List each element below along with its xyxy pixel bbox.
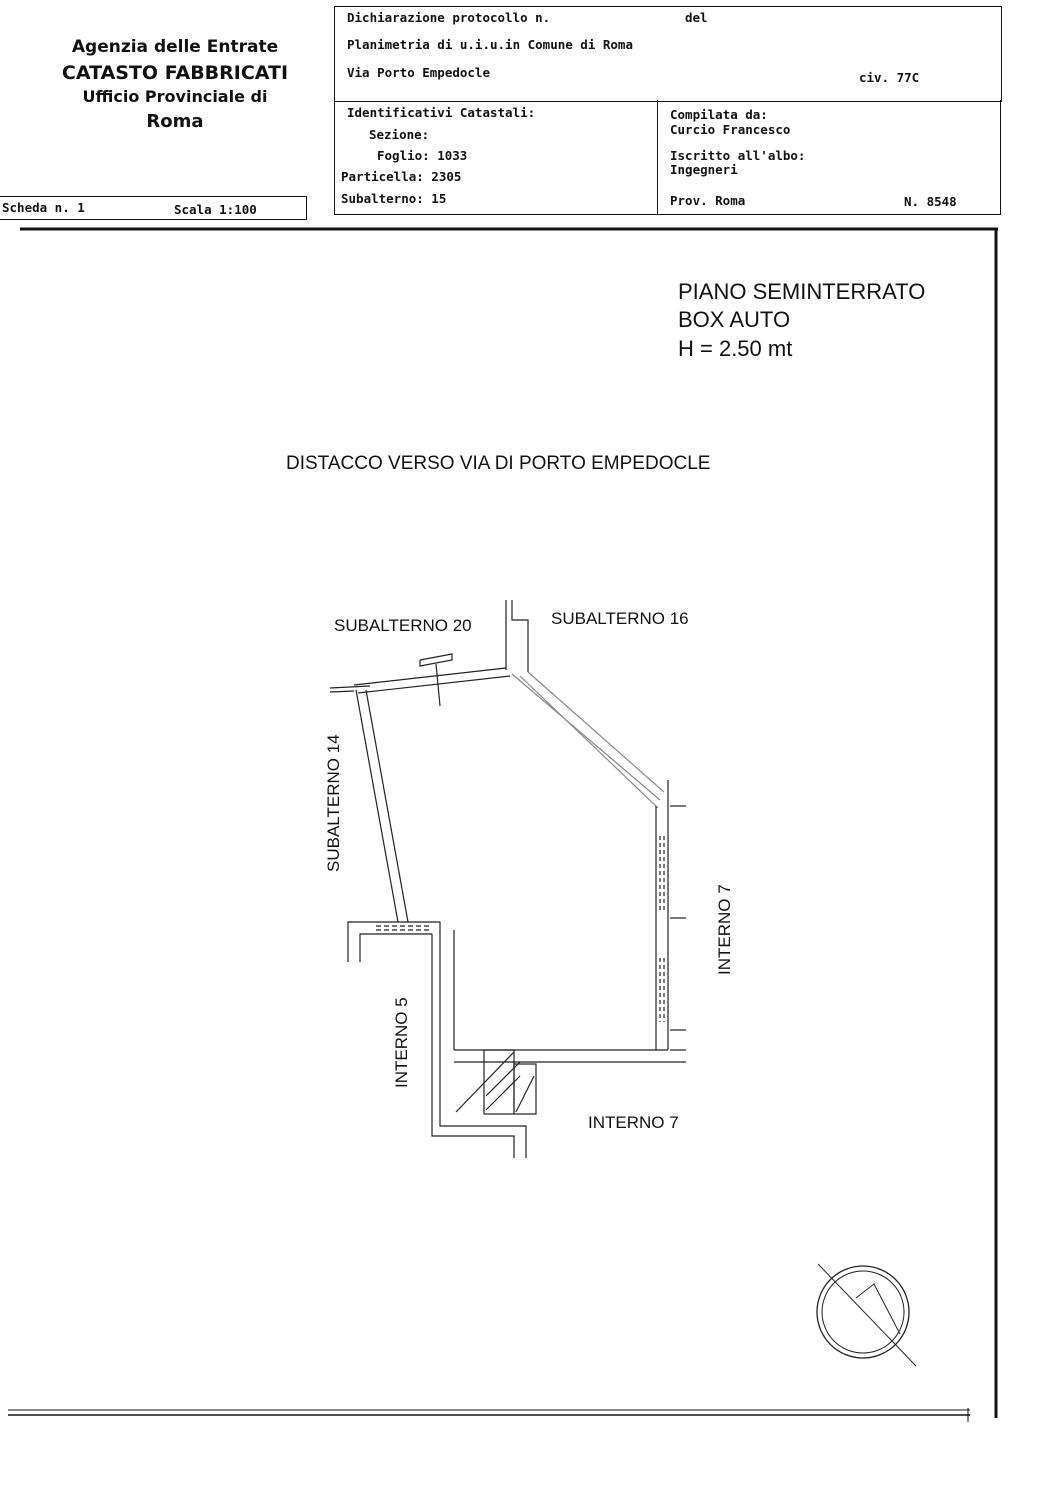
use-title: BOX AUTO xyxy=(678,307,791,332)
distacco-label: DISTACCO VERSO VIA DI PORTO EMPEDOCLE xyxy=(286,453,711,474)
compilata-name: Curcio Francesco xyxy=(670,122,791,137)
foglio-label: Foglio: 1033 xyxy=(377,148,468,163)
albo-number: N. 8548 xyxy=(904,194,957,209)
scheda-number: Scheda n. 1 xyxy=(2,200,85,215)
label-subalterno-14: SUBALTERNO 14 xyxy=(324,734,343,872)
wall-entrance xyxy=(348,922,376,962)
wall-left xyxy=(356,690,398,922)
wall-diagonal-b xyxy=(520,676,658,808)
wall-diagonal xyxy=(512,674,660,800)
height-title: H = 2.50 mt xyxy=(678,336,793,361)
label-interno-7-right: INTERNO 7 xyxy=(715,884,734,975)
iscritto-value: Ingegneri xyxy=(670,162,738,177)
label-subalterno-16: SUBALTERNO 16 xyxy=(551,609,689,628)
particella-label: Particella: 2305 xyxy=(341,169,462,184)
ufficio-label: Ufficio Provinciale di xyxy=(82,87,268,106)
stair-block xyxy=(484,1050,514,1114)
protocollo-label: Dichiarazione protocollo n. xyxy=(347,10,551,25)
floor-title: PIANO SEMINTERRATO xyxy=(678,279,926,304)
iscritto-label: Iscritto all'albo: xyxy=(670,148,806,163)
civico-label: civ. 77C xyxy=(859,70,920,85)
label-interno-7-bottom: INTERNO 7 xyxy=(588,1113,679,1132)
label-interno-5: INTERNO 5 xyxy=(392,997,411,1088)
subalterno-label: Subalterno: 15 xyxy=(341,191,447,206)
label-subalterno-20: SUBALTERNO 20 xyxy=(334,616,472,635)
catasto-title: CATASTO FABBRICATI xyxy=(61,62,289,84)
del-label: del xyxy=(685,10,708,25)
identificativi-title: Identificativi Catastali: xyxy=(347,105,536,120)
via-label: Via Porto Empedocle xyxy=(347,65,490,80)
wall-top-left-b xyxy=(330,691,354,692)
scala-label: Scala 1:100 xyxy=(174,202,257,217)
column-sub16-b xyxy=(512,600,528,672)
wall-top xyxy=(354,668,506,685)
sezione-label: Sezione: xyxy=(369,127,430,142)
wall-top-left xyxy=(330,686,370,688)
wall-left-b xyxy=(366,690,408,922)
city-label: Roma xyxy=(146,111,204,132)
wall-top-b xyxy=(358,676,510,693)
compilata-label: Compilata da: xyxy=(670,107,768,122)
agency-name: Agenzia delle Entrate xyxy=(71,37,279,57)
planimetria-label: Planimetria di u.i.u.in Comune di Roma xyxy=(347,37,633,52)
north-arrow-icon xyxy=(808,1258,928,1378)
provincia-label: Prov. Roma xyxy=(670,193,746,208)
